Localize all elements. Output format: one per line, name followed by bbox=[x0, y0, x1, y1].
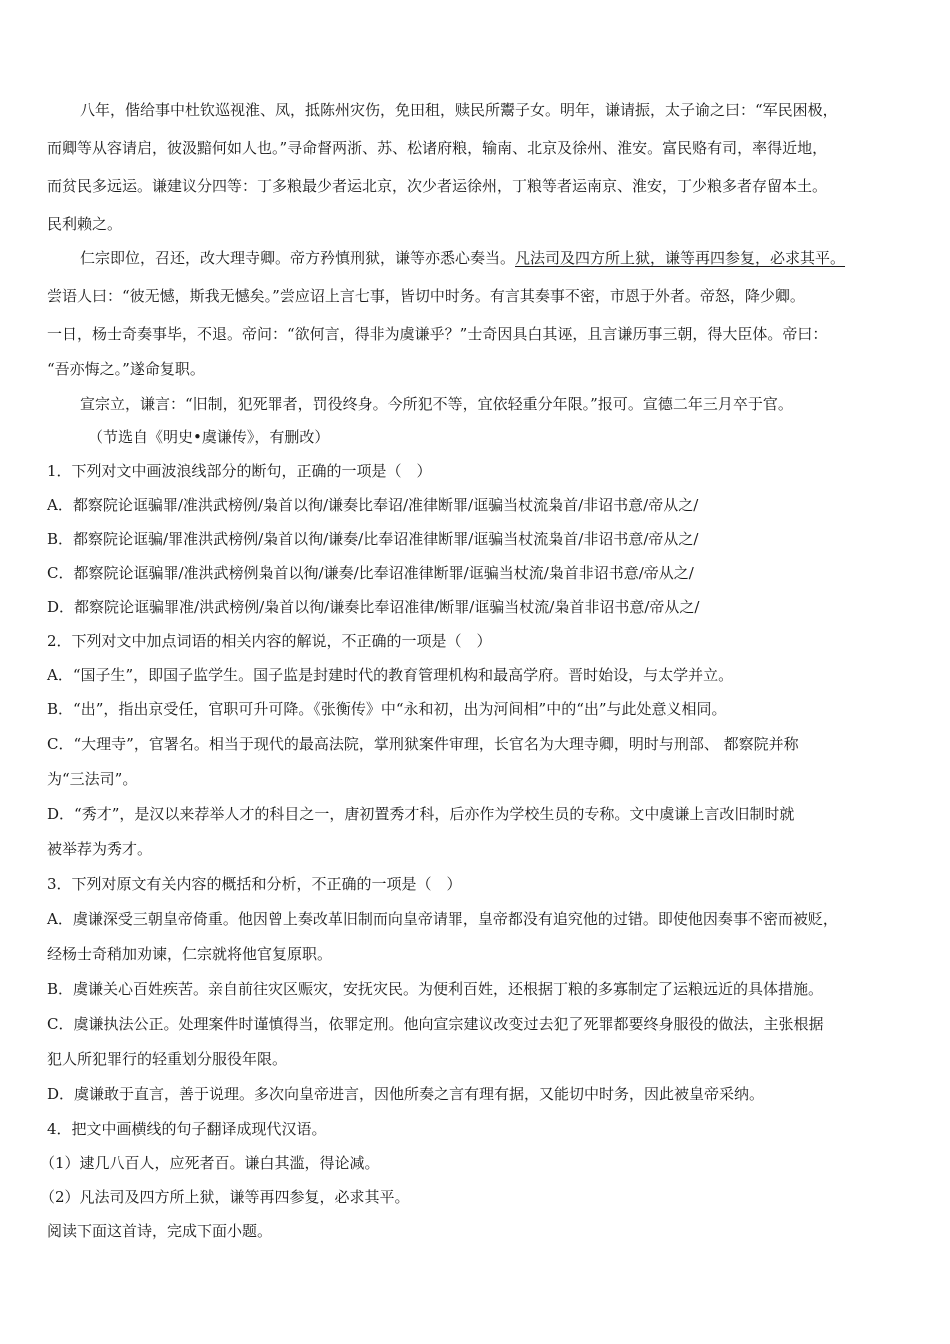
question-4-item-2: （2）凡法司及四方所上狱，谦等再四参复，必求其平。 bbox=[40, 1188, 410, 1206]
question-3-option-d: D．虞谦敢于直言，善于说理。多次向皇帝进言，因他所奏之言有理有据，又能切中时务，因此被皇帝采纳。 bbox=[47, 1085, 765, 1103]
question-4-item-1: （1）逮几八百人，应死者百。谦白其滥，得论减。 bbox=[40, 1154, 380, 1172]
question-4-stem: 4．把文中画横线的句子翻译成现代汉语。 bbox=[47, 1120, 327, 1138]
next-section-intro: 阅读下面这首诗，完成下面小题。 bbox=[47, 1222, 273, 1240]
question-1-option-c: C．都察院论诓骗罪/准洪武榜例枭首以徇/谦奏/比奉诏准律断罪/诓骗当杖流/枭首非诏书意/帝从之/ bbox=[47, 564, 694, 582]
question-1-option-b: B．都察院论诓骗/罪准洪武榜例/枭首以徇/谦奏/比奉诏准律断罪/诓骗当杖流枭首/非诏书意/帝从之/ bbox=[47, 530, 699, 548]
question-3-option-a-cont: 经杨士奇稍加劝谏，仁宗就将他官复原职。 bbox=[47, 945, 333, 963]
question-1-option-a: A．都察院论诓骗罪/准洪武榜例/枭首以徇/谦奏比奉诏/准律断罪/诓骗当杖流枭首/非诏书意/帝从之/ bbox=[47, 496, 699, 514]
passage-p1-line-1: 八年，偕给事中杜钦巡视淮、凤，抵陈州灾伤，免田租，赎民所鬻子女。明年，谦请振，太子谕之曰：“军民困极， bbox=[80, 101, 838, 119]
question-3-option-a: A．虞谦深受三朝皇帝倚重。他因曾上奏改革旧制而向皇帝请罪，皇帝都没有追究他的过错。即使他因奏事不密而被贬， bbox=[47, 910, 838, 928]
question-2-option-a: A．“国子生”，即国子监学生。国子监是封建时代的教育管理机构和最高学府。晋时始设，与太学并立。 bbox=[47, 666, 734, 684]
passage-p1-line-2: 而卿等从容请启，彼汲黯何如人也。”寻命督两浙、苏、松诸府粮，输南、北京及徐州、淮安。富民赂有司，率得近地， bbox=[47, 139, 828, 157]
passage-p2-text: 仁宗即位，召还，改大理寺卿。帝方矜慎刑狱，谦等亦悉心奏当。 bbox=[80, 249, 516, 267]
question-2-option-d: D．“秀才”，是汉以来荐举人才的科目之一，唐初置秀才科，后亦作为学校生员的专称。文中虞谦上言改旧制时就 bbox=[47, 805, 795, 823]
question-3-stem: 3．下列对原文有关内容的概括和分析，不正确的一项是（ ） bbox=[47, 875, 462, 893]
passage-p1-line-4: 民利赖之。 bbox=[47, 215, 123, 233]
underlined-sentence: 凡法司及四方所上狱，谦等再四参复，必求其平。 bbox=[515, 249, 846, 267]
question-2-option-d-cont: 被举荐为秀才。 bbox=[47, 840, 153, 858]
question-2-stem: 2．下列对文中加点词语的相关内容的解说，不正确的一项是（ ） bbox=[47, 632, 492, 650]
passage-p3: 宣宗立，谦言：“旧制，犯死罪者，罚役终身。今所犯不等，宜依轻重分年限。”报可。宣德二年三月卒于官。 bbox=[80, 395, 793, 413]
question-2-option-b: B．“出”，指出京受任，官职可升可降。《张衡传》中“永和初，出为河间相”中的“出”与此处意义相同。 bbox=[47, 700, 727, 718]
question-2-option-c: C．“大理寺”，官署名。相当于现代的最高法院，掌刑狱案件审理，长官名为大理寺卿，明时与刑部、 都察院并称 bbox=[47, 735, 799, 753]
question-3-option-c: C．虞谦执法公正。处理案件时谨慎得当，依罪定刑。他向宣宗建议改变过去犯了死罪都要终身服役的做法，主张根据 bbox=[47, 1015, 824, 1033]
passage-p1-line-3: 而贫民多远运。谦建议分四等：丁多粮最少者运北京，次少者运徐州，丁粮等者运南京、淮安，丁少粮多者存留本土。 bbox=[47, 177, 828, 195]
passage-p2-line-3: 一日，杨士奇奏事毕，不退。帝问：“欲何言，得非为虞谦乎？”士奇因具白其诬，且言谦历事三朝，得大臣体。帝曰： bbox=[47, 325, 828, 343]
question-3-option-c-cont: 犯人所犯罪行的轻重划分服役年限。 bbox=[47, 1050, 288, 1068]
passage-source: （节选自《明史•虞谦传》，有删改） bbox=[88, 428, 330, 446]
passage-p2-line-2: 尝语人曰：“彼无憾，斯我无憾矣。”尝应诏上言七事，皆切中时务。有言其奏事不密，市恩于外者。帝怒，降少卿。 bbox=[47, 287, 805, 305]
question-1-stem: 1．下列对文中画波浪线部分的断句，正确的一项是（ ） bbox=[47, 462, 432, 480]
passage-p2-line-1 bbox=[80, 247, 950, 269]
passage-p2-line-4: “吾亦悔之。”遂命复职。 bbox=[47, 360, 205, 378]
question-2-option-c-cont: 为“三法司”。 bbox=[47, 770, 138, 788]
question-3-option-b: B．虞谦关心百姓疾苦。亲自前往灾区赈灾，安抚灾民。为便利百姓，还根据丁粮的多寡制定了运粮远近的具体措施。 bbox=[47, 980, 824, 998]
question-1-option-d: D．都察院论诓骗罪准/洪武榜例/枭首以徇/谦奏比奉诏准律/断罪/诓骗当杖流/枭首非诏书意/帝从之/ bbox=[47, 598, 700, 616]
